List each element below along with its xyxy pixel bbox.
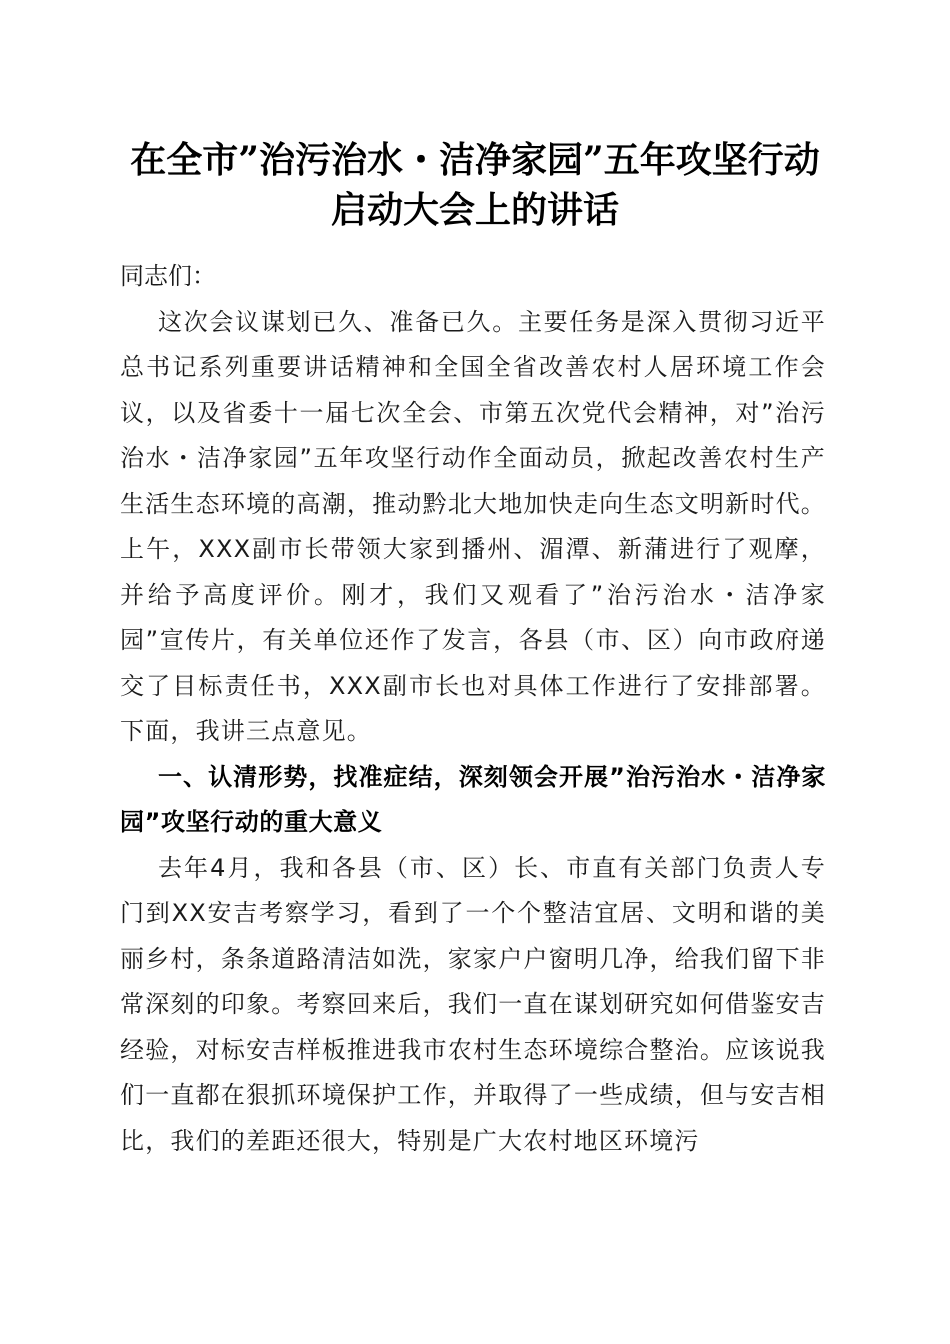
- title-line-2: 启动大会上的讲话: [330, 189, 619, 231]
- section-heading-1: 一、认清形势，找准症结，深刻领会开展”治污治水・洁净家园”攻坚行动的重大意义: [120, 762, 826, 836]
- paragraph-intro: 这次会议谋划已久、准备已久。主要任务是深入贯彻习近平总书记系列重要讲话精神和全国全省改善农村人居环境工作会议，以及省委十一届七次全会、市第五次党代会精神，对”治污治水・洁净家园”五年攻坚行动作全面动员，掀起改善农村生产生活生态环境的高潮，推动黔北大地加快走向生态文明新时代。上午，XXX副市长带领大家到播州、湄潭、新蒲进行了观摩，并给予高度评价。刚才，我们又观看了”治污治水・洁净家园”宣传片，有关单位还作了发言，各县（市、区）向市政府递交了目标责任书，XXX副市长也对具体工作进行了安排部署。下面，我讲三点意见。: [120, 307, 826, 745]
- paragraph-section-1: 去年4月，我和各县（市、区）长、市直有关部门负责人专门到XX安吉考察学习，看到了一个个整洁宜居、文明和谐的美丽乡村，条条道路清洁如洗，家家户户窗明几净，给我们留下非常深刻的印象。考察回来后，我们一直在谋划研究如何借鉴安吉经验，对标安吉样板推进我市农村生态环境综合整治。应该说我们一直都在狠抓环境保护工作，并取得了一些成绩，但与安吉相比，我们的差距还很大，特别是广大农村地区环境污: [120, 853, 826, 1155]
- document-body: [120, 250, 826, 1164]
- title-line-1: 在全市”治污治水・洁净家园”五年攻坚行动: [130, 139, 820, 181]
- salutation: 同志们：: [120, 262, 216, 290]
- document-title: [100, 135, 850, 235]
